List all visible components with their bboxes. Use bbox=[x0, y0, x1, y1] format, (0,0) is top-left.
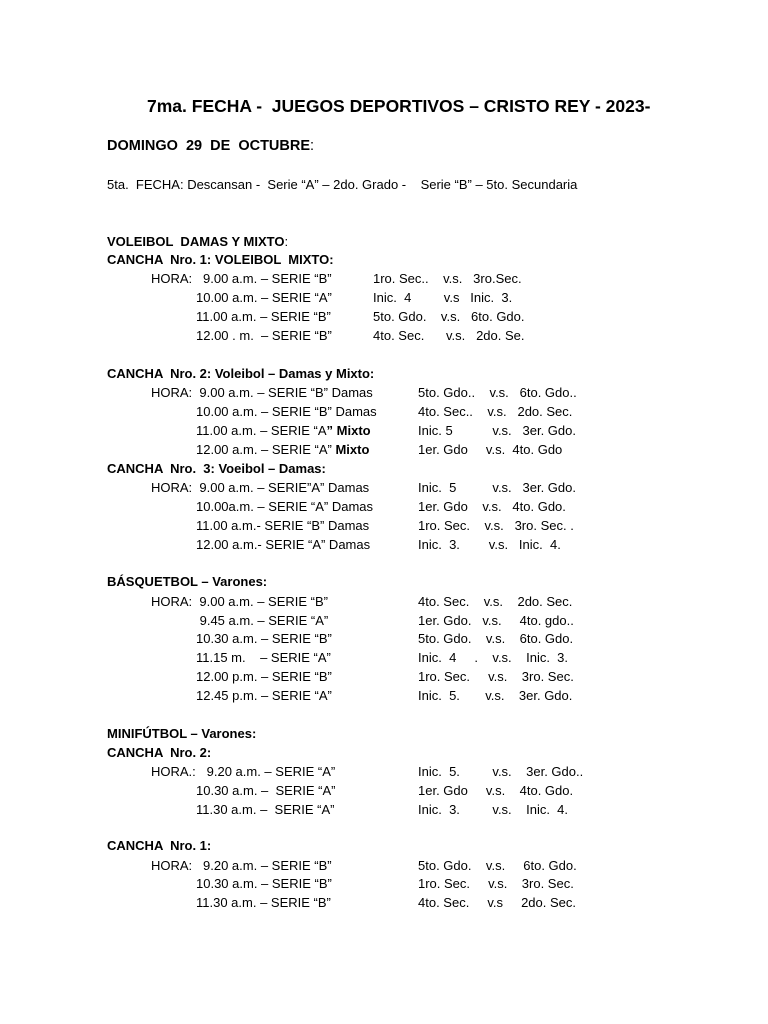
cancha1-row-time: 12.00 . m. – SERIE “B” bbox=[196, 328, 332, 343]
basquet-row-teams: 4to. Sec. v.s. 2do. Sec. bbox=[418, 594, 573, 609]
section-voleibol-heading bbox=[107, 234, 288, 250]
cancha2-row-time bbox=[196, 423, 371, 439]
cancha3-row-teams: Inic. 5 v.s. 3er. Gdo. bbox=[418, 480, 576, 495]
cancha1-row-time: HORA: 9.00 a.m. – SERIE “B” bbox=[151, 271, 332, 286]
match-date-text: DOMINGO 29 DE OCTUBRE bbox=[107, 138, 311, 154]
match-date bbox=[107, 137, 314, 155]
cancha1-row-teams: 4to. Sec. v.s. 2do. Se. bbox=[373, 328, 525, 343]
cancha3-row-time: HORA: 9.00 a.m. – SERIE”A” Damas bbox=[151, 480, 370, 495]
cancha3-row-teams: 1er. Gdo v.s. 4to. Gdo. bbox=[418, 499, 566, 514]
cancha1-row-time: 10.00 a.m. – SERIE “A” bbox=[196, 290, 332, 305]
cancha2-row-time-text: 12.00 a.m. – SERIE “A” bbox=[196, 442, 332, 457]
cancha2-row-teams: 1er. Gdo v.s. 4to. Gdo bbox=[418, 442, 563, 457]
mini-c1-row-time: 11.30 a.m. – SERIE “B” bbox=[196, 895, 331, 910]
section-voleibol-heading-colon: : bbox=[284, 234, 289, 249]
cancha2-row-time-text: HORA: 9.00 a.m. – SERIE “B” Damas bbox=[151, 385, 373, 400]
cancha2-row-time-text: 11.00 a.m. – SERIE “A bbox=[196, 423, 327, 438]
basquet-row-time: 10.30 a.m. – SERIE “B” bbox=[196, 631, 332, 646]
section-minifutbol-heading: MINIFÚTBOL – Varones: bbox=[107, 726, 257, 741]
minifutbol-cancha1-heading: CANCHA Nro. 1: bbox=[107, 838, 212, 853]
cancha2-row-time-bold: Mixto bbox=[331, 442, 370, 457]
minifutbol-cancha2-heading: CANCHA Nro. 2: bbox=[107, 745, 212, 760]
cancha3-row-time: 11.00 a.m.- SERIE “B” Damas bbox=[196, 518, 370, 533]
basquet-row-time: HORA: 9.00 a.m. – SERIE “B” bbox=[151, 594, 328, 609]
basquet-row-teams: Inic. 5. v.s. 3er. Gdo. bbox=[418, 688, 573, 703]
mini-c2-row-teams: Inic. 5. v.s. 3er. Gdo.. bbox=[418, 764, 584, 779]
basquet-row-teams: Inic. 4 . v.s. Inic. 3. bbox=[418, 650, 569, 665]
cancha3-row-time: 12.00 a.m.- SERIE “A” Damas bbox=[196, 537, 371, 552]
mini-c2-row-time: 11.30 a.m. – SERIE “A” bbox=[196, 802, 335, 817]
mini-c1-row-time: HORA: 9.20 a.m. – SERIE “B” bbox=[151, 858, 332, 873]
document-title: 7ma. FECHA - JUEGOS DEPORTIVOS – CRISTO REY - 2023- bbox=[147, 96, 651, 116]
cancha2-row-time-bold: ” Mixto bbox=[326, 423, 371, 438]
cancha2-row-time bbox=[151, 385, 373, 401]
mini-c2-row-teams: Inic. 3. v.s. Inic. 4. bbox=[418, 802, 569, 817]
mini-c1-row-teams: 4to. Sec. v.s 2do. Sec. bbox=[418, 895, 576, 910]
basquet-row-teams: 5to. Gdo. v.s. 6to. Gdo. bbox=[418, 631, 574, 646]
match-date-colon: : bbox=[310, 138, 315, 154]
mini-c1-row-time: 10.30 a.m. – SERIE “B” bbox=[196, 876, 332, 891]
cancha2-row-teams: 4to. Sec.. v.s. 2do. Sec. bbox=[418, 404, 573, 419]
basquet-row-teams: 1ro. Sec. v.s. 3ro. Sec. bbox=[418, 669, 574, 684]
mini-c1-row-teams: 5to. Gdo. v.s. 6to. Gdo. bbox=[418, 858, 577, 873]
cancha2-row-time-text: 10.00 a.m. – SERIE “B” Damas bbox=[196, 404, 377, 419]
section-voleibol-heading-text: VOLEIBOL DAMAS Y MIXTO bbox=[107, 234, 285, 249]
cancha3-heading: CANCHA Nro. 3: Voeibol – Damas: bbox=[107, 461, 326, 476]
basquet-row-time: 12.00 p.m. – SERIE “B” bbox=[196, 669, 332, 684]
basquet-row-teams: 1er. Gdo. v.s. 4to. gdo.. bbox=[418, 613, 574, 628]
cancha3-row-teams: Inic. 3. v.s. Inic. 4. bbox=[418, 537, 561, 552]
mini-c2-row-time: 10.30 a.m. – SERIE “A” bbox=[196, 783, 336, 798]
rest-note: 5ta. FECHA: Descansan - Serie “A” – 2do. Grado - Serie “B” – 5to. Secundaria bbox=[107, 177, 578, 192]
cancha2-row-teams: Inic. 5 v.s. 3er. Gdo. bbox=[418, 423, 576, 438]
cancha1-heading: CANCHA Nro. 1: VOLEIBOL MIXTO: bbox=[107, 252, 334, 267]
cancha3-row-teams: 1ro. Sec. v.s. 3ro. Sec. . bbox=[418, 518, 574, 533]
basquet-row-time: 11.15 m. – SERIE “A” bbox=[196, 650, 331, 665]
cancha2-row-time bbox=[196, 442, 369, 458]
cancha1-row-teams: 1ro. Sec.. v.s. 3ro.Sec. bbox=[373, 271, 522, 286]
cancha3-row-time: 10.00a.m. – SERIE “A” Damas bbox=[196, 499, 374, 514]
cancha2-row-teams: 5to. Gdo.. v.s. 6to. Gdo.. bbox=[418, 385, 577, 400]
cancha2-heading: CANCHA Nro. 2: Voleibol – Damas y Mixto: bbox=[107, 366, 375, 381]
basquet-row-time: 12.45 p.m. – SERIE “A” bbox=[196, 688, 332, 703]
cancha1-row-teams: Inic. 4 v.s Inic. 3. bbox=[373, 290, 513, 305]
cancha1-row-time: 11.00 a.m. – SERIE “B” bbox=[196, 309, 331, 324]
basquet-row-time: 9.45 a.m. – SERIE “A” bbox=[196, 613, 329, 628]
cancha2-row-time bbox=[196, 404, 377, 420]
mini-c2-row-time: HORA.: 9.20 a.m. – SERIE “A” bbox=[151, 764, 336, 779]
cancha1-row-teams: 5to. Gdo. v.s. 6to. Gdo. bbox=[373, 309, 525, 324]
mini-c2-row-teams: 1er. Gdo v.s. 4to. Gdo. bbox=[418, 783, 574, 798]
section-basquetbol-heading: BÁSQUETBOL – Varones: bbox=[107, 574, 268, 589]
mini-c1-row-teams: 1ro. Sec. v.s. 3ro. Sec. bbox=[418, 876, 574, 891]
